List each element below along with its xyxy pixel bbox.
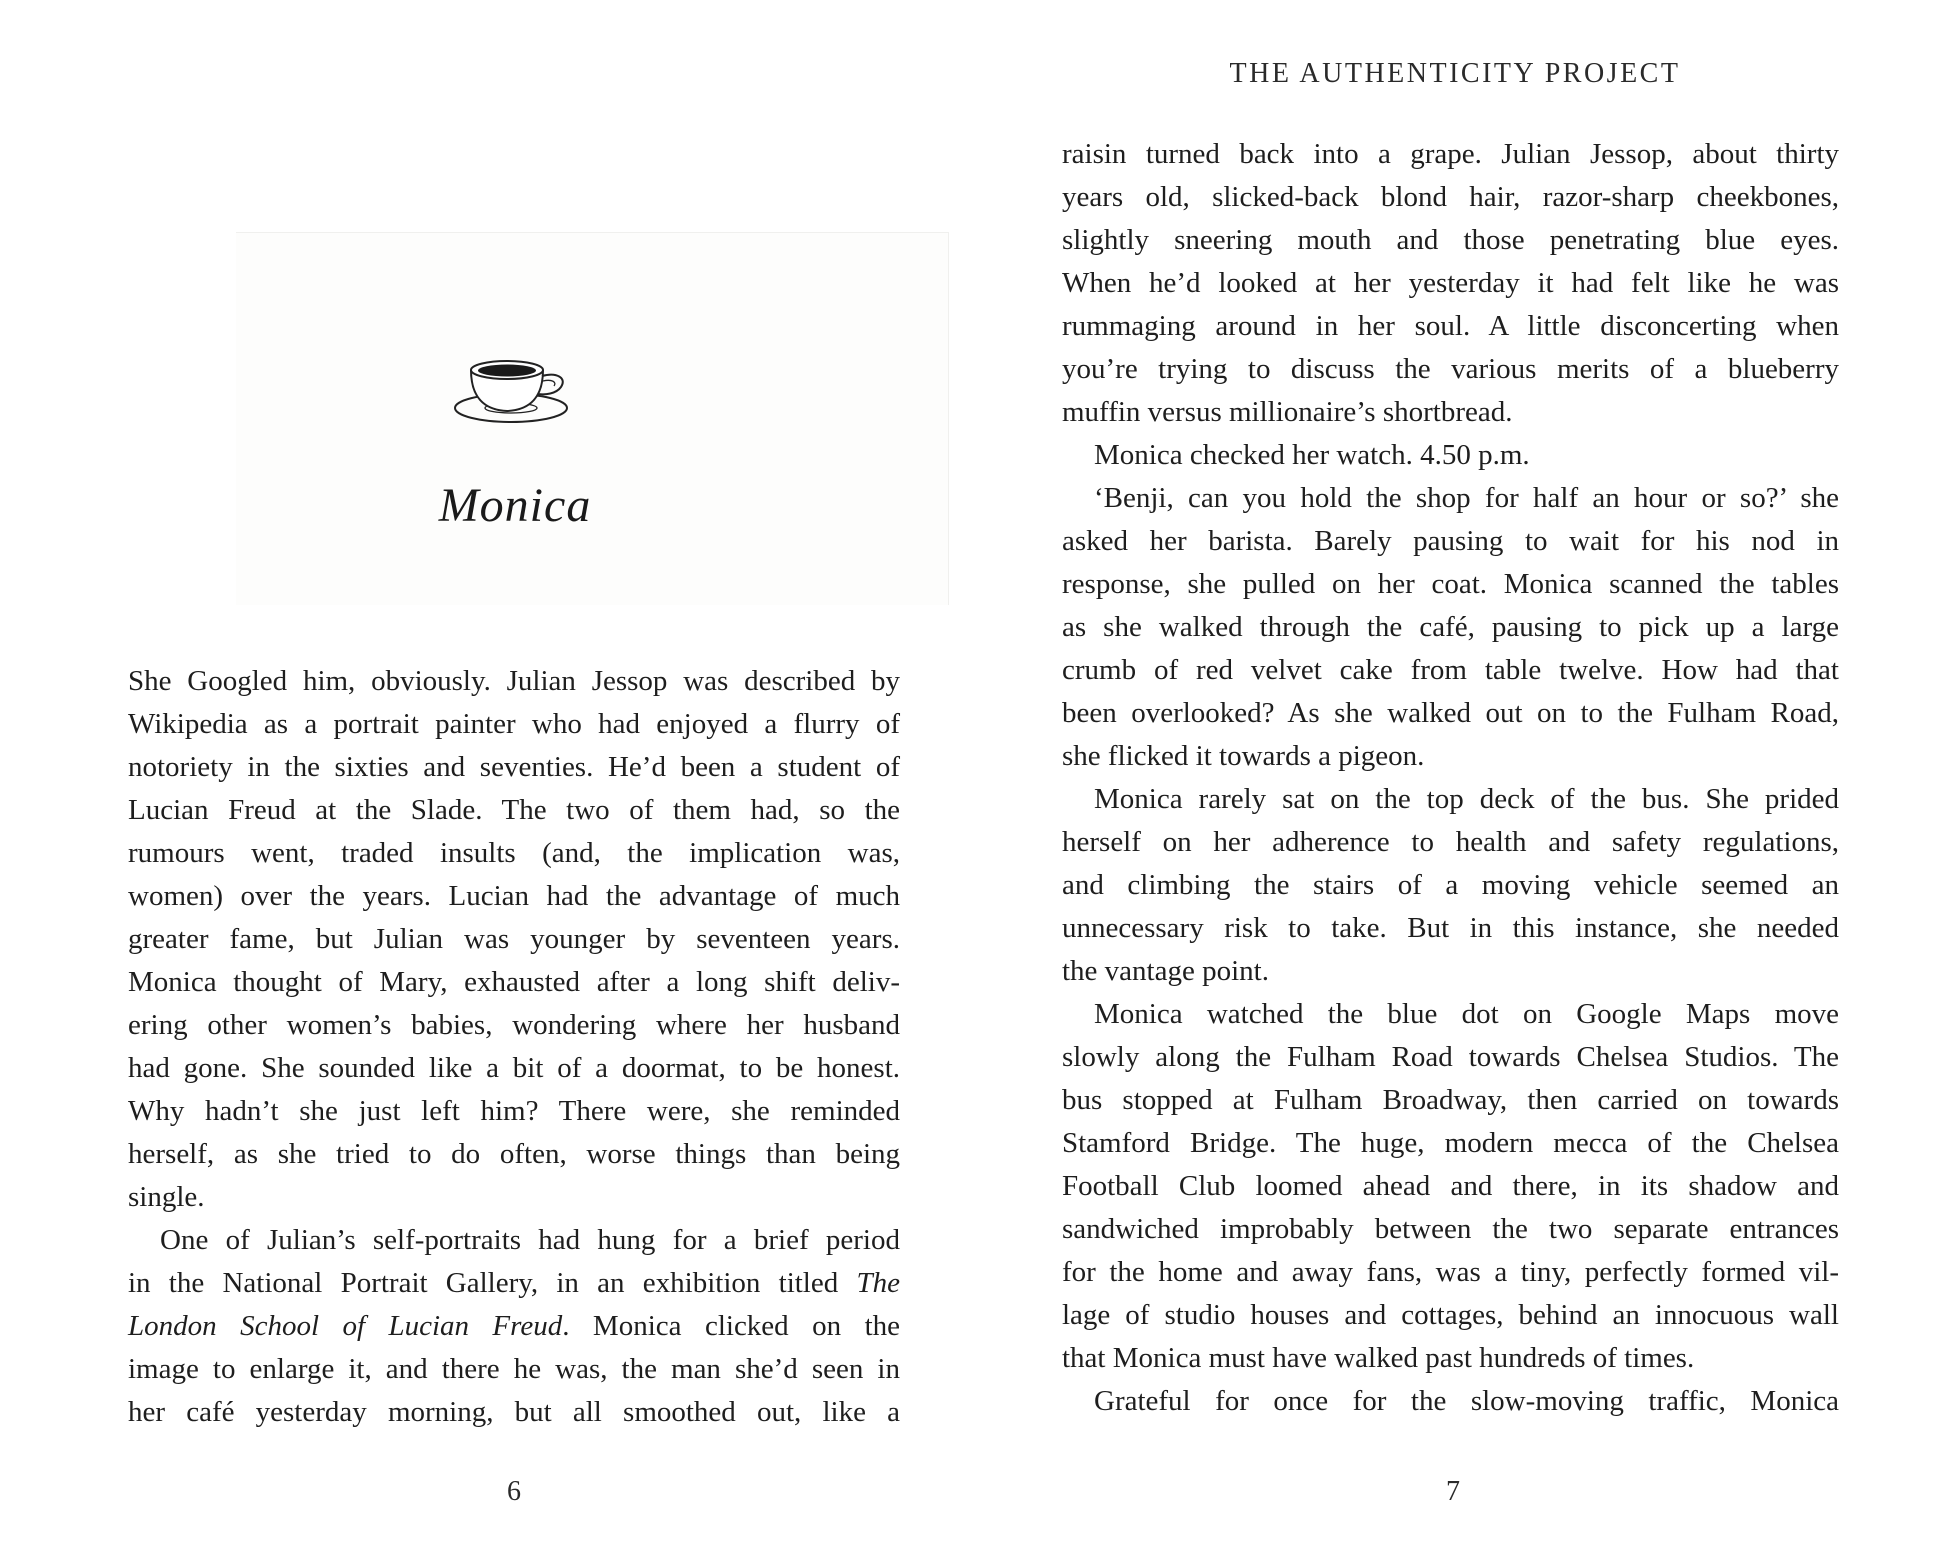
paragraph [1062, 477, 1839, 778]
text-line: rumours went, traded insults (and, the implication was, [128, 837, 900, 869]
text-line: her café yesterday morning, but all smoothed out, like a [128, 1396, 900, 1428]
text-line: women) over the years. Lucian had the advantage of much [128, 880, 900, 912]
running-head: THE AUTHENTICITY PROJECT [1229, 58, 1681, 89]
paragraph [1062, 1380, 1839, 1423]
text-line: ering other women’s babies, wondering where her husband [128, 1009, 900, 1041]
text-line: London School of Lucian Freud. Monica clicked on the [128, 1310, 900, 1342]
right-body-text [1062, 133, 1839, 1423]
paragraph [128, 1219, 900, 1434]
text-line: crumb of red velvet cake from table twelve. How had that [1062, 654, 1839, 686]
left-page-number: 6 [507, 1476, 521, 1507]
left-body-text [128, 660, 900, 1434]
text-line: bus stopped at Fulham Broadway, then carried on towards [1062, 1084, 1839, 1116]
text-line: unnecessary risk to take. But in this instance, she needed [1062, 912, 1839, 944]
paragraph [1062, 778, 1839, 993]
text-line: slowly along the Fulham Road towards Chelsea Studios. The [1062, 1041, 1839, 1073]
text-line: When he’d looked at her yesterday it had felt like he was [1062, 267, 1839, 299]
text-line: raisin turned back into a grape. Julian Jessop, about thirty [1062, 138, 1839, 170]
text-line: slightly sneering mouth and those penetrating blue eyes. [1062, 224, 1839, 256]
text-line: image to enlarge it, and there he was, the man she’d seen in [128, 1353, 900, 1385]
italic-title-text: London School of Lucian Freud [128, 1310, 563, 1342]
text-line: Stamford Bridge. The huge, modern mecca of the Chelsea [1062, 1127, 1839, 1159]
text-line: and climbing the stairs of a moving vehicle seemed an [1062, 869, 1839, 901]
chapter-opening-panel [236, 232, 949, 605]
text-line: notoriety in the sixties and seventies. He’d been a student of [128, 751, 900, 783]
text-line: single. [128, 1181, 205, 1213]
text-line: muffin versus millionaire’s shortbread. [1062, 396, 1513, 428]
text-line: that Monica must have walked past hundreds of times. [1062, 1342, 1695, 1374]
text-line: ‘Benji, can you hold the shop for half an hour or so?’ she [1094, 482, 1839, 514]
paragraph [1062, 133, 1839, 434]
text-line: Why hadn’t she just left him? There were, she reminded [128, 1095, 900, 1127]
text-line: you’re trying to discuss the various merits of a blueberry [1062, 353, 1839, 385]
text-line: sandwiched improbably between the two separate entrances [1062, 1213, 1839, 1245]
text-line: Football Club loomed ahead and there, in its shadow and [1062, 1170, 1839, 1202]
text-line: in the National Portrait Gallery, in an exhibition titled The [128, 1267, 900, 1299]
text-line: She Googled him, obviously. Julian Jessop was described by [128, 665, 900, 697]
text-line: she flicked it towards a pigeon. [1062, 740, 1425, 772]
text-line: the vantage point. [1062, 955, 1269, 987]
right-page-number: 7 [1446, 1476, 1460, 1507]
text-line: Wikipedia as a portrait painter who had enjoyed a flurry of [128, 708, 900, 740]
text-line: herself, as she tried to do often, worse things than being [128, 1138, 900, 1170]
paragraph [128, 660, 900, 1219]
text-line: One of Julian’s self-portraits had hung for a brief period [160, 1224, 900, 1256]
text-line: rummaging around in her soul. A little disconcerting when [1062, 310, 1839, 342]
text-line: lage of studio houses and cottages, behind an innocuous wall [1062, 1299, 1839, 1331]
text-line: Grateful for once for the slow-moving traffic, Monica [1094, 1385, 1839, 1417]
text-line: for the home and away fans, was a tiny, perfectly formed vil- [1062, 1256, 1839, 1288]
text-line: Monica watched the blue dot on Google Maps move [1094, 998, 1839, 1030]
text-line: greater fame, but Julian was younger by seventeen years. [128, 923, 900, 955]
text-line: as she walked through the café, pausing to pick up a large [1062, 611, 1839, 643]
text-line: Monica checked her watch. 4.50 p.m. [1094, 439, 1530, 471]
text-line: had gone. She sounded like a bit of a doormat, to be honest. [128, 1052, 900, 1084]
coffee-cup-icon [445, 348, 585, 428]
text-line: Lucian Freud at the Slade. The two of them had, so the [128, 794, 900, 826]
text-line: Monica rarely sat on the top deck of the bus. She prided [1094, 783, 1839, 815]
text-line: years old, slicked-back blond hair, razor-sharp cheekbones, [1062, 181, 1839, 213]
text-line: been overlooked? As she walked out on to the Fulham Road, [1062, 697, 1839, 729]
paragraph [1062, 434, 1839, 477]
text-line: herself on her adherence to health and safety regulations, [1062, 826, 1839, 858]
chapter-title: Monica [438, 479, 592, 532]
text-line: response, she pulled on her coat. Monica scanned the tables [1062, 568, 1839, 600]
right-page [960, 0, 1954, 1558]
text-line: Monica thought of Mary, exhausted after a long shift deliv- [128, 966, 900, 998]
text-line: asked her barista. Barely pausing to wait for his nod in [1062, 525, 1839, 557]
left-page [0, 0, 960, 1558]
italic-title-text: The [856, 1267, 900, 1299]
paragraph [1062, 993, 1839, 1380]
